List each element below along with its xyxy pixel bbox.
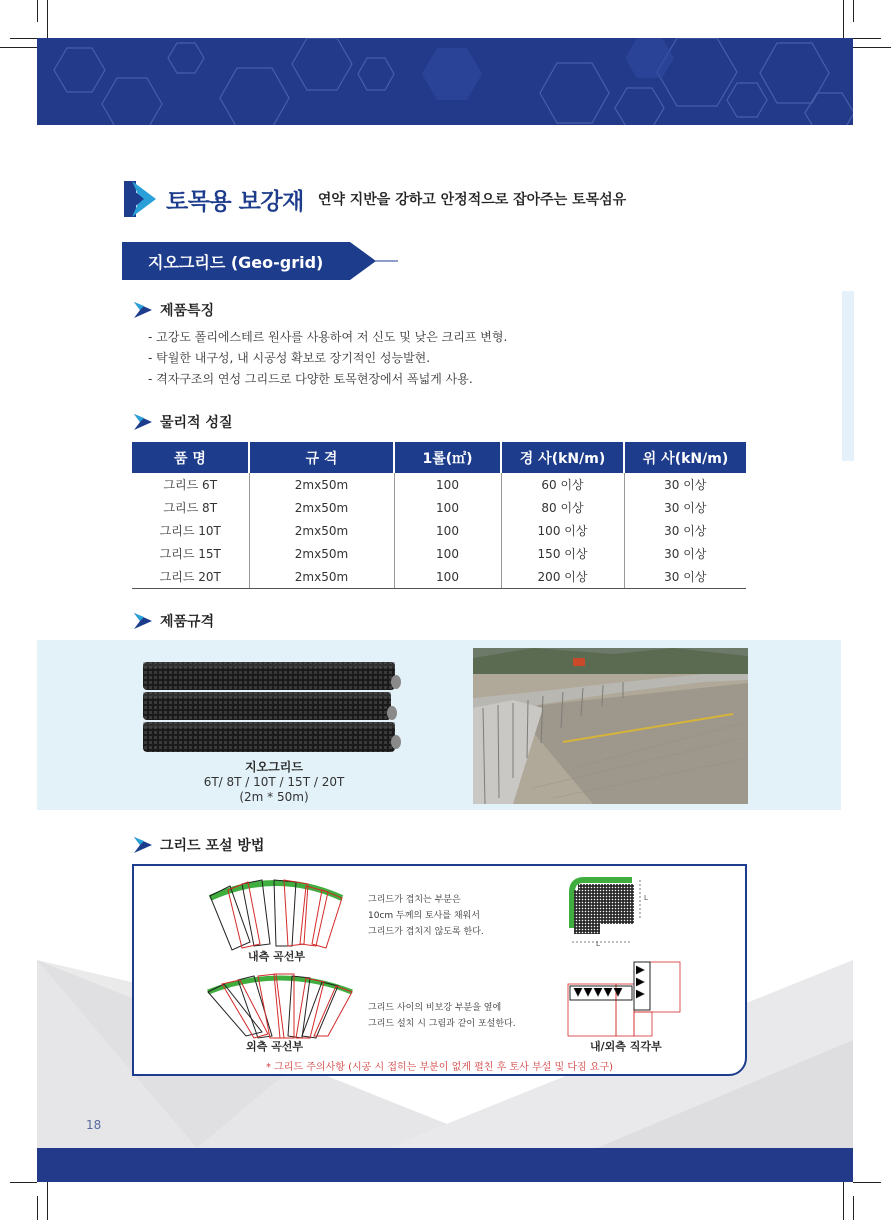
section-arrow-icon xyxy=(134,837,152,853)
crop-mark xyxy=(853,1182,881,1183)
table-cell: 그리드 10T xyxy=(159,524,221,538)
hexagon-pattern xyxy=(37,38,853,125)
crop-mark xyxy=(47,1182,48,1220)
properties-heading-text: 물리적 성질 xyxy=(160,415,233,431)
column-header: 규 격 xyxy=(249,442,394,473)
crop-mark xyxy=(843,1182,844,1220)
table-cell: 60 이상 xyxy=(501,473,624,496)
table-cell: 150 이상 xyxy=(501,542,624,565)
page-title xyxy=(122,178,626,220)
properties-heading xyxy=(134,412,233,432)
table-cell: 2mx50m xyxy=(249,565,394,589)
table-cell: 100 이상 xyxy=(501,519,624,542)
table-cell: 그리드 8T xyxy=(163,501,218,515)
table-row xyxy=(132,519,746,542)
dimension-label: L xyxy=(596,940,600,948)
crop-mark xyxy=(47,0,48,38)
crop-mark xyxy=(853,47,891,48)
crop-mark xyxy=(843,0,844,38)
table-cell: 30 이상 xyxy=(624,519,746,542)
crop-mark xyxy=(0,47,37,48)
inner-curve-diagram xyxy=(208,874,344,952)
table-row xyxy=(132,565,746,589)
table-cell: 그리드 6T xyxy=(163,478,218,492)
table-row xyxy=(132,496,746,519)
dimension-label: L xyxy=(644,894,648,902)
outer-curve-label: 외측 곡선부 xyxy=(246,1040,303,1053)
title-arrow-icon xyxy=(122,179,158,219)
site-photo xyxy=(473,648,748,804)
crop-mark xyxy=(37,1196,38,1220)
title-main: 토목용 보강재 xyxy=(166,188,304,215)
page-number: 18 xyxy=(86,1118,102,1132)
overlap-instruction xyxy=(368,892,484,940)
table-cell: 200 이상 xyxy=(501,565,624,589)
table-cell: 100 xyxy=(394,473,501,496)
geogrid-roll-image xyxy=(143,660,405,756)
table-cell: 100 xyxy=(394,565,501,589)
roll-caption xyxy=(143,760,405,805)
gap-instruction xyxy=(368,1000,516,1032)
footer-band xyxy=(37,1148,853,1182)
table-header-row xyxy=(132,442,746,473)
table-cell: 2mx50m xyxy=(249,542,394,565)
list-item: - 격자구조의 연성 그리드로 다양한 토목현장에서 폭넓게 사용. xyxy=(148,372,473,386)
outer-curve-diagram xyxy=(202,970,358,1042)
instruction-line: 10cm 두께의 토사를 채워서 xyxy=(368,911,480,921)
column-header: 위 사(kN/m) xyxy=(624,442,746,473)
side-tab xyxy=(842,291,854,461)
crop-mark xyxy=(853,0,854,22)
product-name: 지오그리드 xyxy=(245,760,303,774)
table-cell: 그리드 20T xyxy=(132,565,249,589)
method-box xyxy=(132,864,747,1076)
crop-mark xyxy=(37,0,38,22)
section-tab-tail xyxy=(350,242,400,280)
table-cell: 30 이상 xyxy=(624,542,746,565)
right-angle-diagram xyxy=(566,956,686,1038)
column-header: 품 명 xyxy=(132,442,249,473)
table-cell: 2mx50m xyxy=(249,496,394,519)
instruction-line: 그리드가 겹치지 않도록 한다. xyxy=(368,927,484,937)
table-cell: 100 xyxy=(394,496,501,519)
crop-mark xyxy=(853,38,881,39)
crop-mark xyxy=(10,38,37,39)
instruction-line: 그리드 설치 시 그림과 같이 포설한다. xyxy=(368,1019,516,1029)
table-cell: 30 이상 xyxy=(624,565,746,589)
properties-table xyxy=(132,442,746,589)
features-heading xyxy=(134,300,214,320)
features-list xyxy=(148,327,507,390)
table-cell: 2mx50m xyxy=(249,519,394,542)
table-cell: 30 이상 xyxy=(624,473,746,496)
features-heading-text: 제품특징 xyxy=(160,303,215,319)
header-band xyxy=(37,38,853,125)
crop-mark xyxy=(10,1182,37,1183)
column-header: 경 사(kN/m) xyxy=(501,442,624,473)
table-cell: 100 xyxy=(394,519,501,542)
table-cell: 2mx50m xyxy=(249,473,394,496)
title-subtitle: 연약 지반을 강하고 안정적으로 잡아주는 토목섬유 xyxy=(317,192,627,208)
table-cell: 100 xyxy=(394,542,501,565)
corner-diagram xyxy=(566,874,656,954)
section-arrow-icon xyxy=(134,414,152,430)
spec-heading-text: 제품규격 xyxy=(160,614,215,630)
product-types: 6T/ 8T / 10T / 15T / 20T xyxy=(203,775,345,789)
crop-mark xyxy=(853,1196,854,1220)
instruction-line: 그리드 사이의 비보강 부분을 옆에 xyxy=(368,1003,502,1013)
column-header: 1롤(㎡) xyxy=(394,442,501,473)
table-cell: 30 이상 xyxy=(624,496,746,519)
table-row xyxy=(132,473,746,496)
list-item: - 탁월한 내구성, 내 시공성 확보로 장기적인 성능발현. xyxy=(148,351,431,365)
corner-label: 내/외측 직각부 xyxy=(590,1040,662,1053)
spec-heading xyxy=(134,611,214,631)
product-size: (2m * 50m) xyxy=(239,790,309,804)
table-cell: 80 이상 xyxy=(501,496,624,519)
inner-curve-label: 내측 곡선부 xyxy=(248,950,305,963)
method-heading xyxy=(134,835,264,855)
table-row xyxy=(132,542,746,565)
table-cell: 그리드 15T xyxy=(159,547,221,561)
instruction-line: 그리드가 겹치는 부분은 xyxy=(368,895,461,905)
list-item: - 고강도 폴리에스테르 원사를 사용하여 저 신도 및 낮은 크리프 변형. xyxy=(148,330,508,344)
section-arrow-icon xyxy=(134,302,152,318)
method-heading-text: 그리드 포설 방법 xyxy=(160,838,265,854)
section-tab: 지오그리드 (Geo-grid) xyxy=(122,242,350,280)
section-arrow-icon xyxy=(134,613,152,629)
caution-note: * 그리드 주의사항 (시공 시 접히는 부분이 없게 펼친 후 토사 부설 및 다짐 요구) xyxy=(265,1062,614,1073)
